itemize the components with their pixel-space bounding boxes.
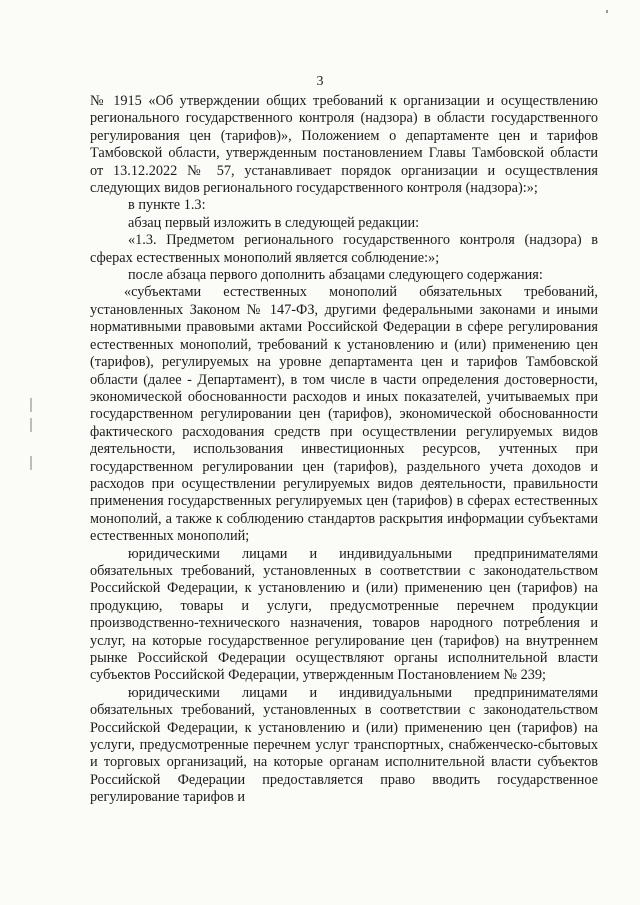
paragraph: юридическими лицами и индивидуальными предпринимателями обязательных требований, установленных в соответствии с законодательством Российской Федерации, к установлению и (или) применению цен (тарифов) на услуги, предусмотренные перечнем услуг транспортных, снабженческо-сбытовых и торговых организаций, на которые органам исполнительной власти субъектов Российской Федерации предоставляется право вводить государственное регулирование тарифов и [90, 684, 598, 806]
margin-mark [30, 456, 32, 470]
margin-mark [30, 418, 32, 432]
paragraph: юридическими лицами и индивидуальными предпринимателями обязательных требований, установленных в соответствии с законодательством Российской Федерации, к установлению и (или) применению цен (тарифов) на продукцию, товары и услуги, предусмотренные перечнем продукции производственно-технического назначения, товаров народного потребления и услуг, на которые государственное регулирование цен (тарифов) на внутреннем рынке Российской Федерации осуществляют органы исполнительной власти субъектов Российской Федерации, утвержденным Постановлением № 239; [90, 545, 598, 684]
paragraph: после абзаца первого дополнить абзацами следующего содержания: [128, 267, 543, 284]
page-number: 3 [316, 74, 324, 89]
paragraph: «1.3. Предметом регионального государственного контроля (надзора) в сферах естественных монополий является соблюдение:»; [90, 232, 598, 266]
paragraph: «субъектами естественных монополий обязательных требований, установленных Законом № 147-ФЗ, другими федеральными законами и иными нормативными правовыми актами Российской Федерации в сфере регулирования естественных монополий, требований к установлению и (или) применению цен (тарифов), регулируемых на уровне департамента цен и тарифов Тамбовской области (далее - Департамент), в том числе в части определения достоверности, экономической обоснованности расходов и иных показателей, учитываемых при государственном регулировании цен (тарифов), экономической обоснованности фактического расходования средств при осуществлении регулируемых видов деятельности, использования инвестиционных ресурсов, учтенных при государственном регулировании цен (тарифов), раздельного учета доходов и расходов при осуществлении регулируемых видов деятельности, правильности применения государственных регулируемых цен (тарифов) в сферах естественных монополий, а также к соблюдению стандартов раскрытия информации субъектами естественных монополий; [90, 284, 598, 545]
paragraph: в пункте 1.3: [128, 197, 206, 214]
margin-mark [30, 398, 32, 412]
paragraph: № 1915 «Об утверждении общих требований к организации и осуществлению регионального государственного контроля (надзора) в области государственного регулирования цен (тарифов)», Положением о департаменте цен и тарифов Тамбовской области, утвержденным постановлением Главы Тамбовской области от 13.12.2022 № 57, устанавливает порядок организации и осуществления следующих видов регионального государственного контроля (надзора):»; [90, 93, 598, 197]
scan-mark [606, 10, 608, 13]
document-body [90, 93, 598, 807]
paragraph: абзац первый изложить в следующей редакции: [128, 214, 420, 231]
